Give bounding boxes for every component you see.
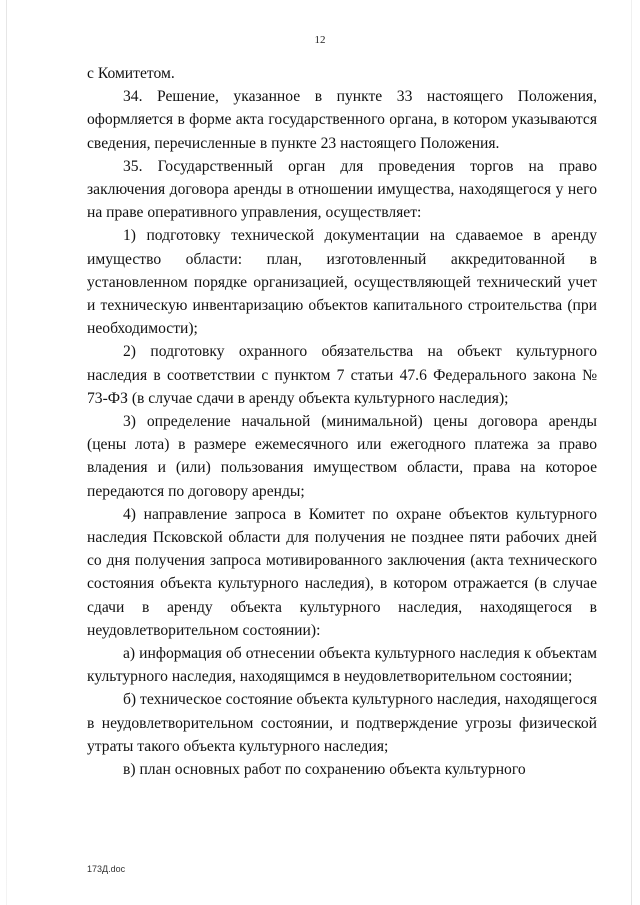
list-item-2: 2) подготовку охранного обязательства на объект культурного наследия в соответствии с пунктом 7 статьи 47.6 Федерального закона № 73-ФЗ (в случае сдачи в аренду объекта культурного наследия);: [87, 343, 597, 407]
page-number: 12: [314, 34, 326, 46]
scan-edge-left: [6, 0, 7, 905]
paragraph-34: 34. Решение, указанное в пункте 33 настоящего Положения, оформляется в форме акта государственного органа, в котором указываются сведения, перечисленные в пункте 23 настоящего Положения.: [87, 88, 597, 152]
document-body: [87, 62, 597, 781]
paragraph-35: 35. Государственный орган для проведения торгов на право заключения договора аренды в отношении имущества, находящегося у него на праве оперативного управления, осуществляет:: [87, 157, 597, 222]
sub-item-b: б) техническое состояние объекта культурного наследия, находящегося в неудовлетворительном состоянии, и подтверждение угрозы физической утраты такого объекта культурного наследия;: [87, 691, 597, 755]
list-item-3: 3) определение начальной (минимальной) цены договора аренды (цены лота) в размере ежемесячного или ежегодного платежа за право владения и (или) пользования имуществом области, права на которое передаются по договору аренды;: [87, 413, 597, 500]
sub-item-a: а) информация об отнесении объекта культурного наследия к объектам культурного наследия, находящимся в неудовлетворительном состоянии;: [87, 645, 597, 686]
list-item-1: 1) подготовку технической документации на сдаваемое в аренду имущество области: план, изготовленный аккредитованной в установленном порядке организацией, осуществляющей технический учет и техническую инвентаризацию объектов капитального строительства (при необходимости);: [87, 227, 597, 338]
sub-item-v: в) план основных работ по сохранению объекта культурного: [123, 761, 526, 779]
list-item-4: 4) направление запроса в Комитет по охране объектов культурного наследия Псковской области для получения не позднее пяти рабочих дней со дня получения запроса мотивированного заключения (акта технического состояния объекта культурного наследия), в котором отражается (в случае сдачи в аренду объекта культурного наследия, находящегося в неудовлетворительном состоянии):: [87, 505, 597, 639]
scan-edge-right: [631, 0, 632, 905]
paragraph-continuation: с Комитетом.: [87, 65, 175, 82]
file-name-footer: 173Д.doc: [87, 864, 126, 874]
